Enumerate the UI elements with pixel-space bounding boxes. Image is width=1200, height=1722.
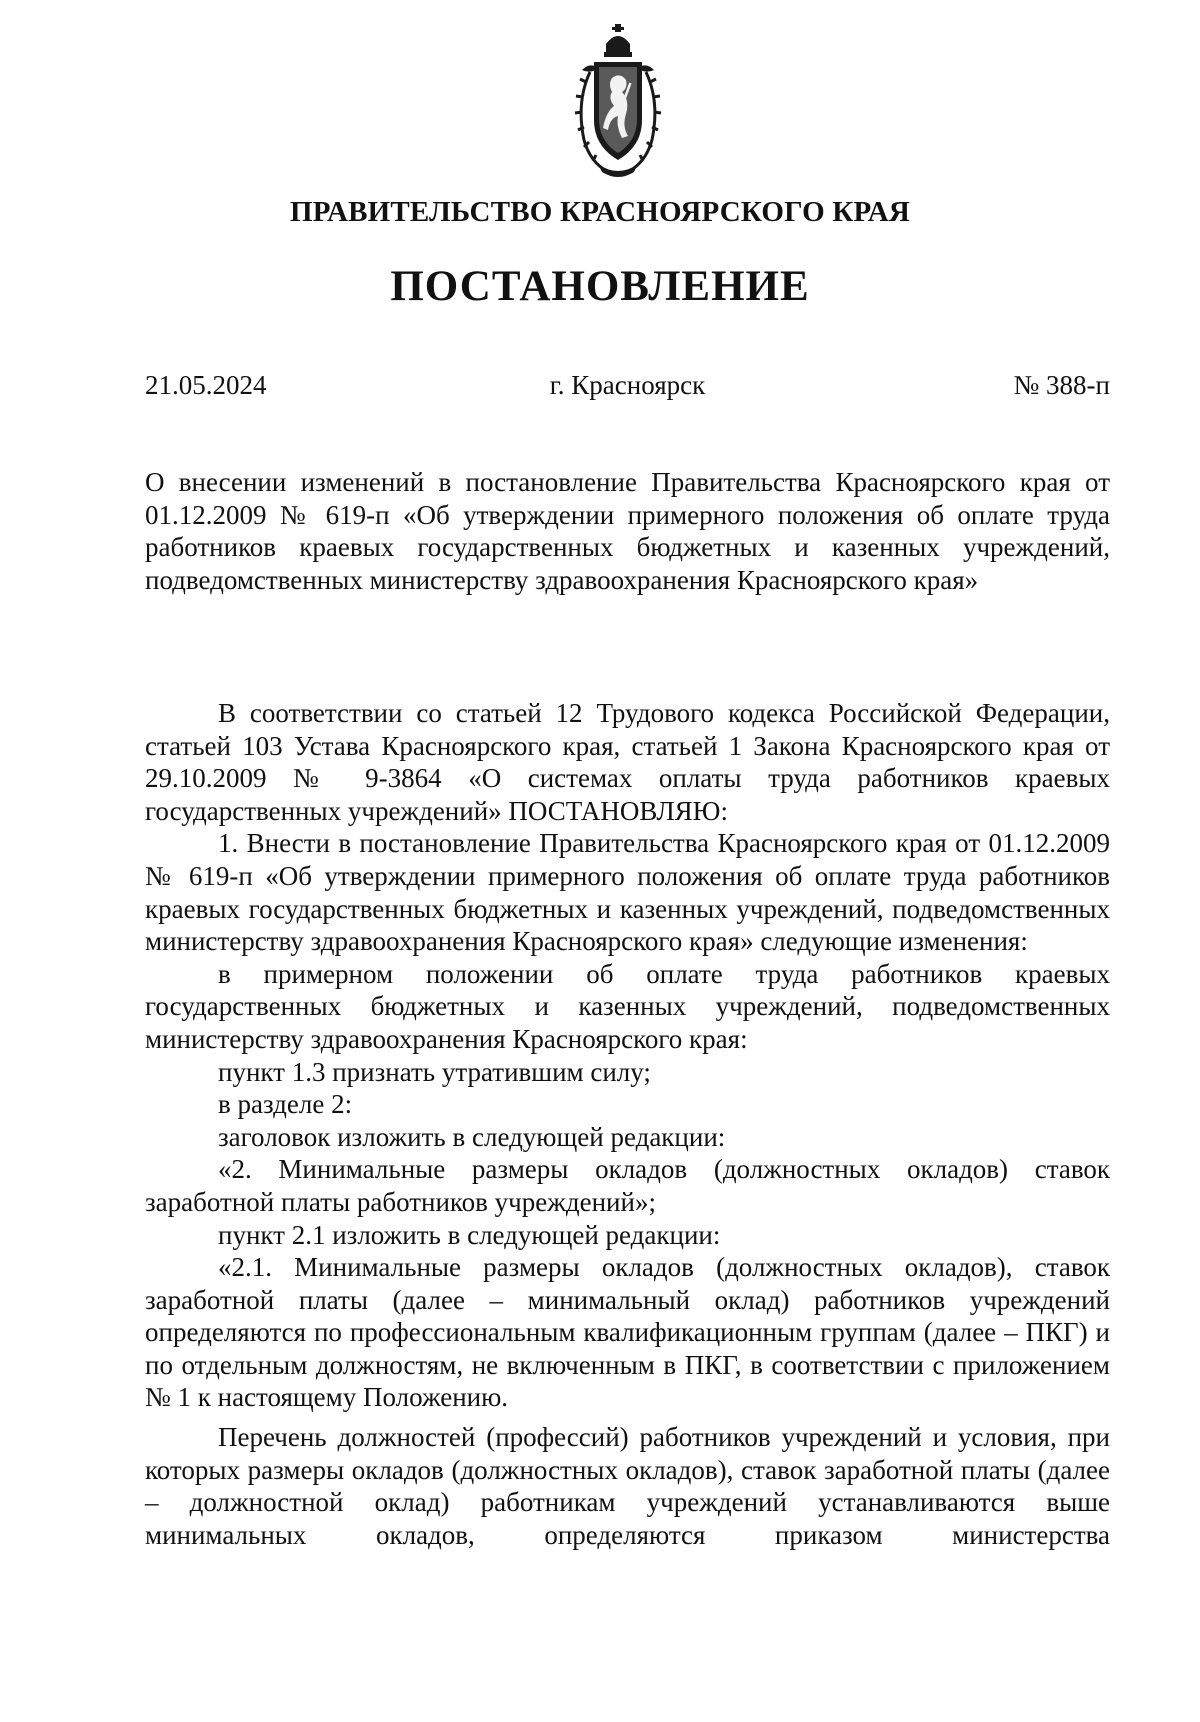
body-paragraph: заголовок изложить в следующей редакции: [218, 1121, 726, 1152]
document-subject: О внесении изменений в постановление Правительства Красноярского края от 01.12.2009 № 619-п «Об утверждении примерного положения об оплате труда работников краевых государственных бюджетных и казенных учреждений, подведомственных министерству здравоохранения Красноярского края» [145, 467, 1110, 595]
body-paragraph: «2. Минимальные размеры окладов (должностных окладов) ставок заработной платы работников учреждений»; [145, 1154, 1110, 1217]
body-paragraph: в разделе 2: [218, 1089, 353, 1120]
document-number: № 388-п [1013, 370, 1110, 400]
document-type-title: ПОСТАНОВЛЕНИЕ [390, 263, 810, 310]
body-paragraph: 1. Внести в постановление Правительства Красноярского края от 01.12.2009 № 619-п «Об утверждении примерного положения об оплате труда работников краевых государственных бюджетных и казенных учреждений, подведомственных министерству здравоохранения Красноярского края» следующие изменения: [145, 828, 1110, 957]
body-paragraph: в примерном положении об оплате труда работников краевых государственных бюджетных и казенных учреждений, подведомственных министерству здравоохранения Красноярского края: [145, 958, 1110, 1054]
document-meta-row [145, 370, 1110, 406]
body-paragraph: пункт 1.3 признать утратившим силу; [218, 1056, 651, 1087]
document-body [145, 697, 1110, 1551]
document-city: г. Красноярск [549, 370, 706, 400]
organization-title: ПРАВИТЕЛЬСТВО КРАСНОЯРСКОГО КРАЯ [289, 196, 911, 228]
body-paragraph: В соответствии со статьей 12 Трудового кодекса Российской Федерации, статьей 103 Устава Красноярского края, статьей 1 Закона Красноярского края от 29.10.2009 № 9-3864 «О системах оплаты труда работников краевых государственных учреждений» ПОСТАНОВЛЯЮ: [145, 698, 1110, 826]
body-paragraph: пункт 2.1 изложить в следующей редакции: [218, 1219, 721, 1250]
body-paragraph: «2.1. Минимальные размеры окладов (должностных окладов), ставок заработной платы (далее – минимальный оклад) работников учреждений определяются по профессиональным квалификационным группам (далее – ПКГ) и по отдельным должностям, не включенным в ПКГ, в соответствии с приложением № 1 к настоящему Положению. [145, 1252, 1110, 1413]
document-date: 21.05.2024 [145, 370, 267, 400]
krasnoyarsk-coat-of-arms-icon [568, 22, 668, 182]
body-paragraph: Перечень должностей (профессий) работников учреждений и условия, при которых размеры окладов (должностных окладов), ставок заработной платы (далее – должностной оклад) работникам учреждений устанавливаются выше минимальных окладов, определяются приказом министерства [145, 1422, 1110, 1550]
